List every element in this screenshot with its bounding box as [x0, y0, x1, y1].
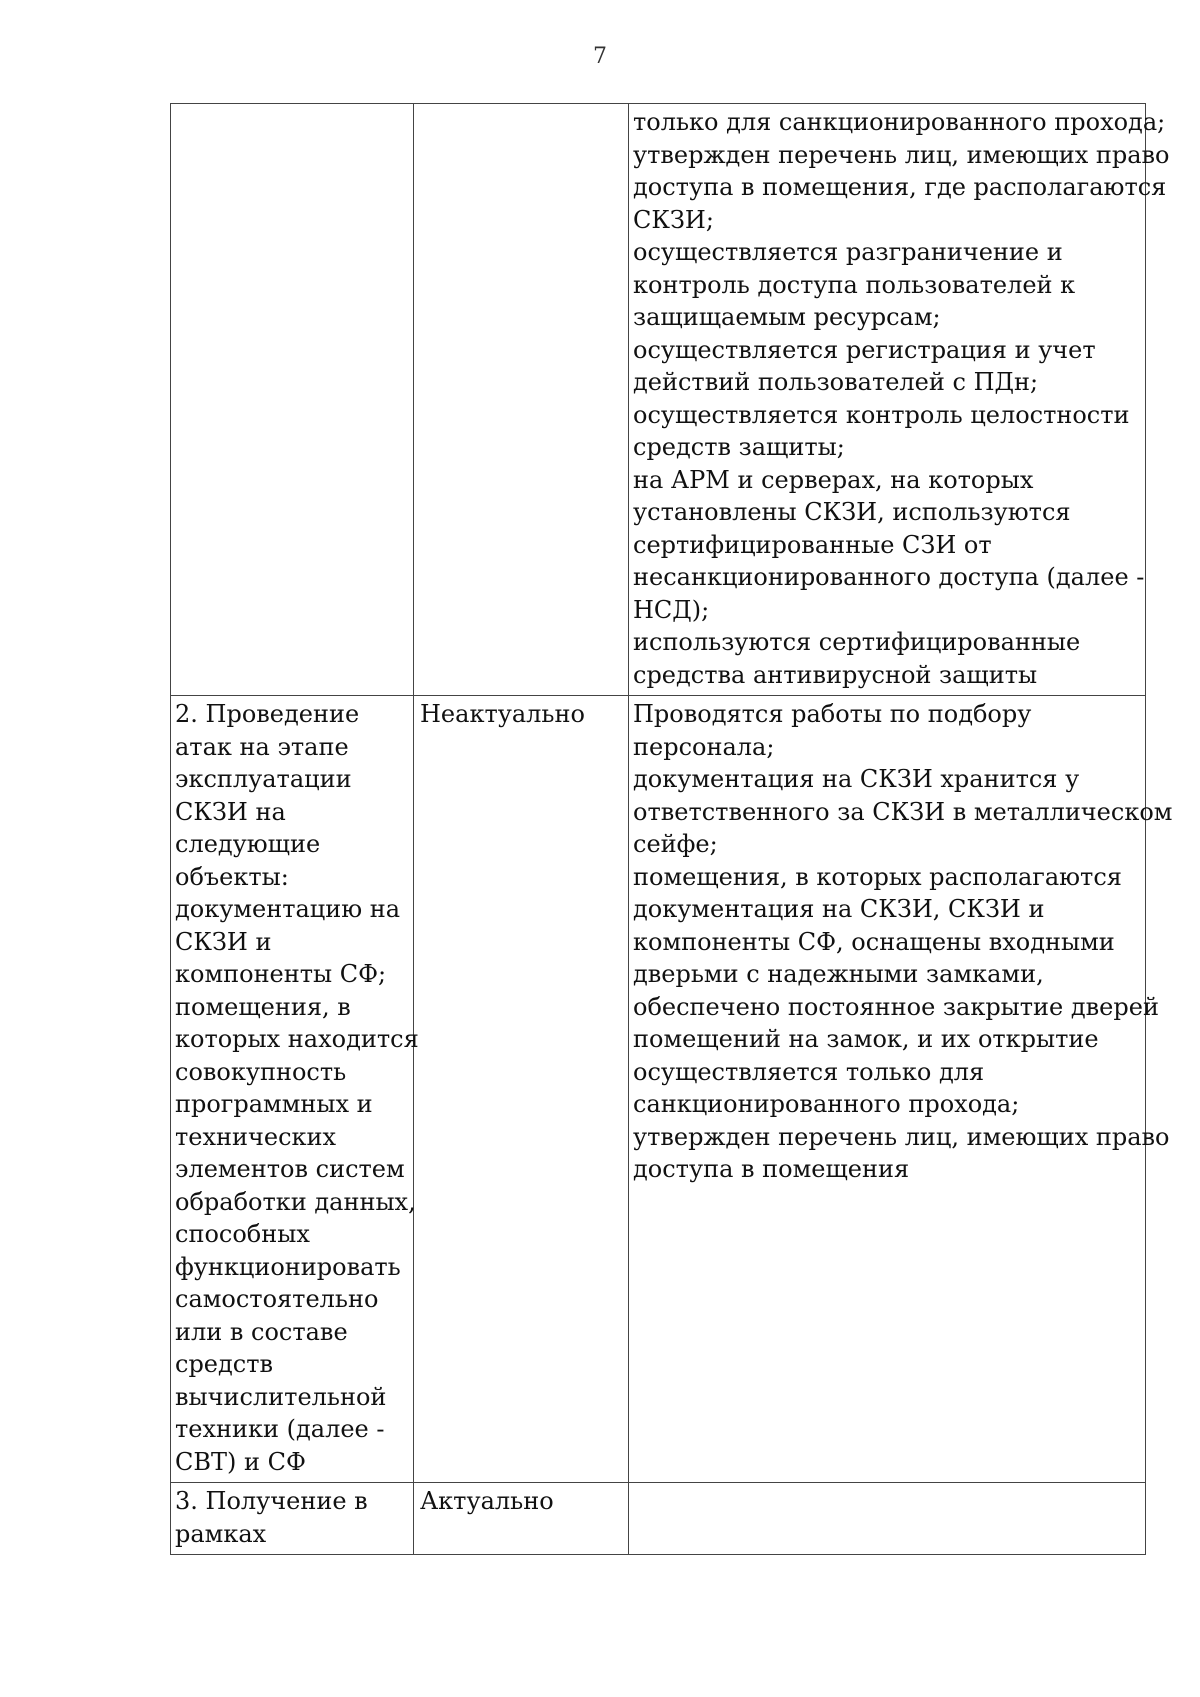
- threat-line: помещения, в: [175, 992, 351, 1021]
- measure-line: сертифицированные СЗИ от: [633, 530, 992, 559]
- measure-line: помещений на замок, и их открытие: [633, 1025, 1099, 1053]
- measure-line: несанкционированного доступа (далее -: [633, 563, 1145, 591]
- measure-line: защищаемым ресурсам;: [633, 303, 941, 331]
- threat-line: которых находится: [175, 1025, 419, 1053]
- measure-line: НСД);: [633, 595, 710, 624]
- measure-line: обеспечено постоянное закрытие дверей: [633, 992, 1159, 1021]
- threat-line: объекты:: [175, 862, 289, 891]
- measure-line: доступа в помещения, где располагаются: [633, 173, 1167, 201]
- relevance-cell: [414, 1483, 629, 1555]
- measure-line: Проводятся работы по подбору: [633, 700, 1032, 728]
- threat-line: обработки данных,: [175, 1187, 416, 1216]
- measure-line: документация на СКЗИ хранится у: [633, 765, 1080, 793]
- measure-line: используются сертифицированные: [633, 628, 1081, 656]
- measure-line: помещения, в которых располагаются: [633, 862, 1122, 891]
- threat-line: рамках: [175, 1519, 267, 1548]
- relevance-status: Неактуально: [420, 700, 585, 728]
- measure-line: утвержден перечень лиц, имеющих право: [633, 1122, 1170, 1151]
- measures-cell: [629, 696, 1173, 1483]
- measure-line: осуществляется контроль целостности: [633, 400, 1130, 429]
- measure-line: осуществляется регистрация и учет: [633, 335, 1096, 364]
- measure-line: персонала;: [633, 732, 775, 761]
- table-row: [171, 696, 1146, 1483]
- measure-line: осуществляется разграничение и: [633, 238, 1063, 266]
- threat-line: атак на этапе: [175, 732, 349, 761]
- measure-line: осуществляется только для: [633, 1057, 985, 1086]
- threat-cell: [171, 104, 414, 696]
- relevance-status: Актуально: [420, 1487, 554, 1515]
- measure-line: утвержден перечень лиц, имеющих право: [633, 140, 1170, 169]
- relevance-cell: [414, 104, 629, 696]
- threat-line: 2. Проведение: [175, 700, 360, 728]
- measure-line: установлены СКЗИ, используются: [633, 498, 1071, 526]
- measure-line: ответственного за СКЗИ в металлическом: [633, 797, 1173, 826]
- measure-line: контроль доступа пользователей к: [633, 270, 1076, 299]
- threat-line: компоненты СФ;: [175, 960, 387, 988]
- measure-line: компоненты СФ, оснащены входными: [633, 927, 1115, 956]
- threat-line: документацию на: [175, 895, 401, 923]
- measure-line: документация на СКЗИ, СКЗИ и: [633, 895, 1045, 923]
- threat-line: эксплуатации: [175, 765, 352, 793]
- threat-line: СВТ) и СФ: [175, 1447, 306, 1476]
- measure-line: только для санкционированного прохода;: [633, 108, 1166, 136]
- threat-line: СКЗИ на: [175, 797, 286, 826]
- measure-line: дверьми с надежными замками,: [633, 960, 1044, 988]
- measure-line: средства антивирусной защиты: [633, 660, 1038, 689]
- measures-cell: [629, 104, 1170, 696]
- measure-line: средств защиты;: [633, 433, 845, 461]
- threat-line: программных и: [175, 1090, 373, 1118]
- threat-table: [170, 103, 1173, 1555]
- measure-line: действий пользователей с ПДн;: [633, 368, 1039, 396]
- threat-line: вычислительной: [175, 1382, 387, 1411]
- threat-cell: [171, 1483, 414, 1555]
- measure-line: на АРМ и серверах, на которых: [633, 465, 1034, 494]
- measure-line: СКЗИ;: [633, 205, 714, 234]
- threat-line: средств: [175, 1350, 274, 1378]
- page-number: 7: [593, 44, 607, 69]
- threat-line: 3. Получение в: [175, 1487, 368, 1515]
- threat-line: способных: [175, 1220, 310, 1248]
- threat-line: СКЗИ и: [175, 927, 272, 956]
- table-row: [171, 104, 1146, 696]
- threat-cell: [171, 696, 419, 1483]
- measure-line: сейфе;: [633, 830, 718, 858]
- threat-line: самостоятельно: [175, 1285, 379, 1313]
- threat-line: техники (далее -: [175, 1415, 385, 1443]
- threat-line: следующие: [175, 830, 321, 858]
- threat-line: функционировать: [175, 1252, 401, 1281]
- threat-line: элементов систем: [175, 1155, 405, 1183]
- table-row: [171, 1483, 1146, 1555]
- measure-line: доступа в помещения: [633, 1155, 910, 1183]
- threat-line: или в составе: [175, 1317, 348, 1346]
- threat-table-body: [171, 104, 1173, 1555]
- measure-line: санкционированного прохода;: [633, 1090, 1020, 1118]
- measures-cell: [629, 1483, 1146, 1555]
- threat-line: совокупность: [175, 1057, 347, 1086]
- relevance-cell: [414, 696, 629, 1483]
- threat-line: технических: [175, 1122, 337, 1151]
